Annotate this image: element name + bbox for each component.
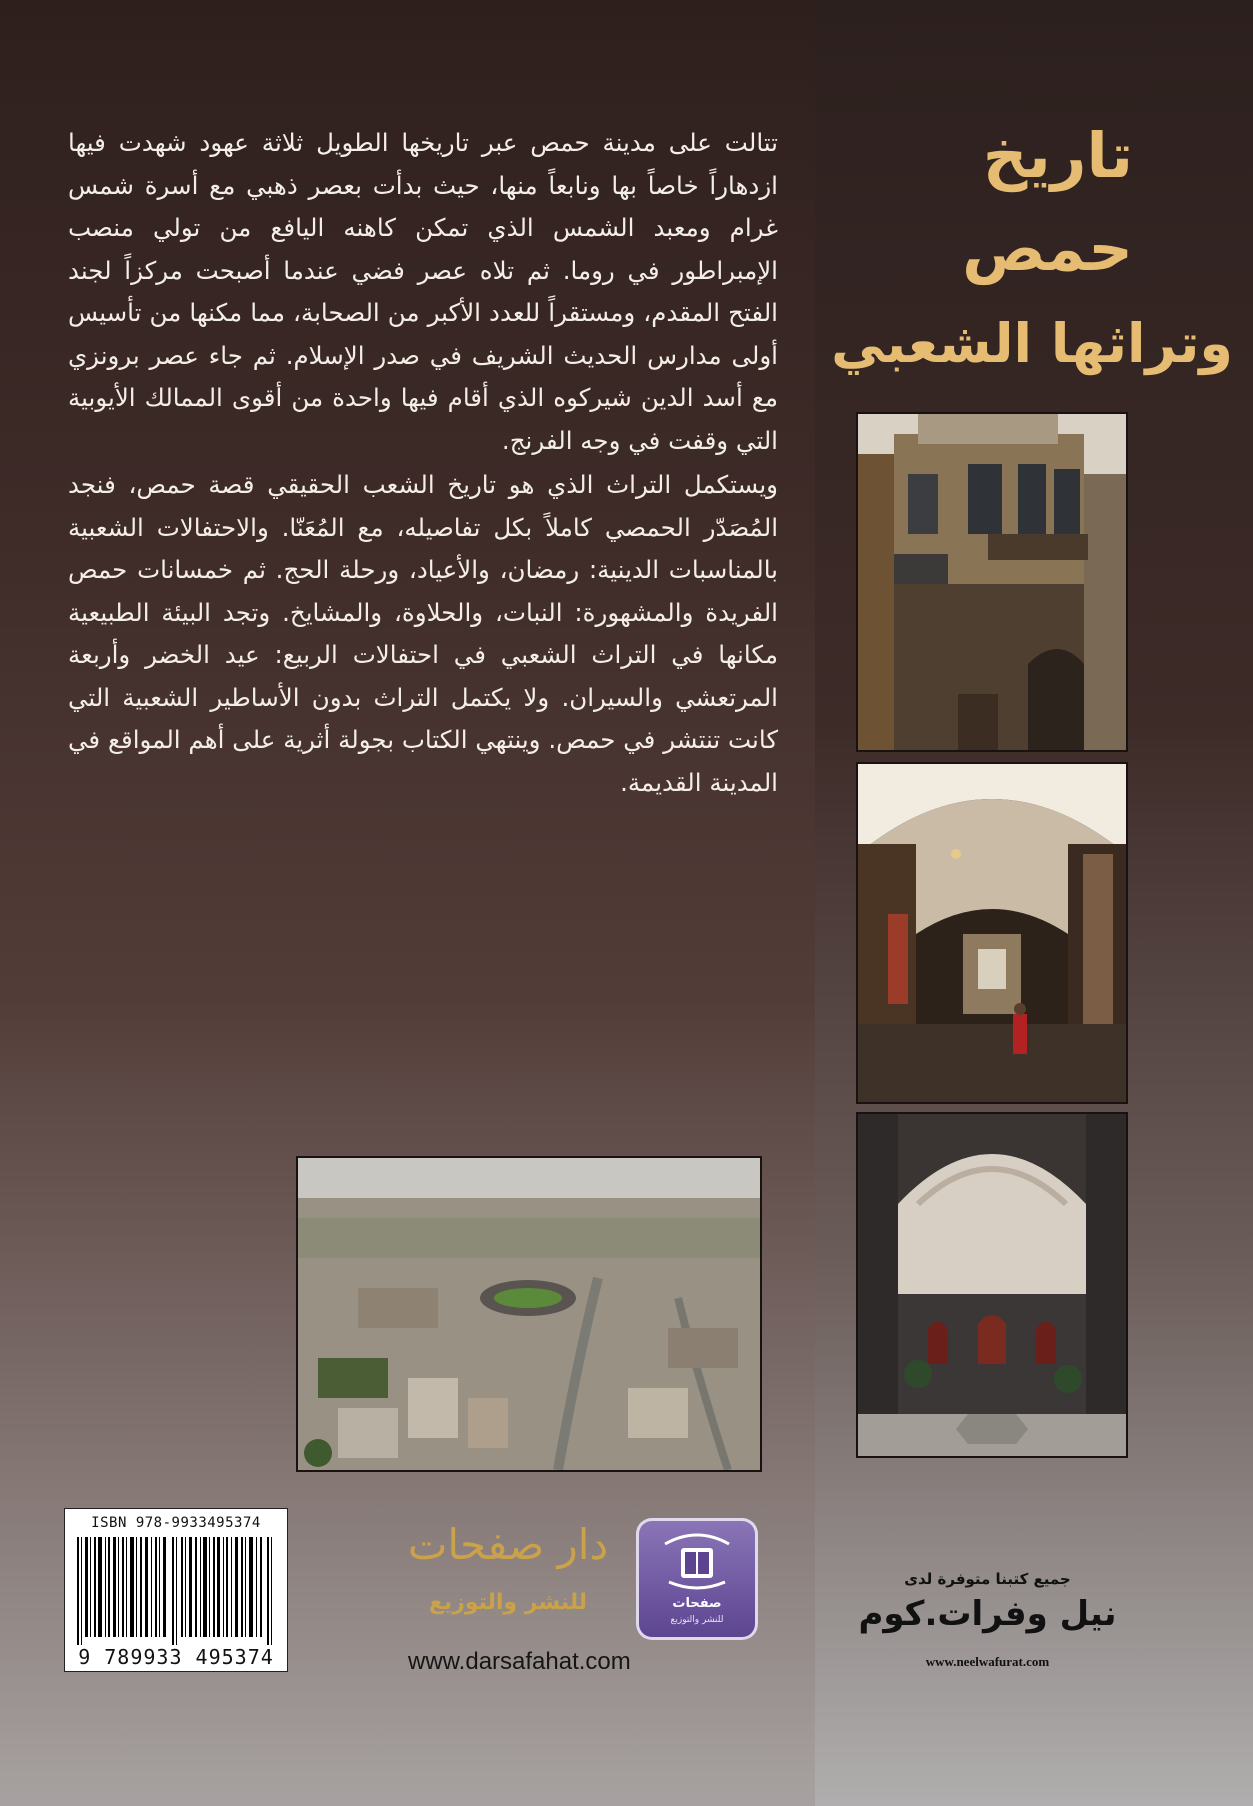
publisher-name: دار صفحات [407,1520,609,1569]
covered-souk-photo [856,762,1128,1104]
distributor-logo: نيل وفرات.كوم [858,1594,1117,1634]
publisher-website[interactable]: www.darsafahat.com [408,1648,631,1675]
logo-name: صفحات [672,1596,722,1611]
blurb-paragraph-2: ويستكمل التراث الذي هو تاريخ الشعب الحقيقي قصة حمص، فنجد المُصَدّر الحمصي كاملاً بكل تفاصيله، مع المُعَنّا. والاحتفالات الشعبية بالمناسبات الدينية: رمضان، والأعياد، ورحلة الحج. ثم خمسانات حمص الفريدة والمشهورة: النبات، والحلاوة، والمشايخ. وتجد البيئة الطبيعية مكانها في التراث الشعبي في احتفالات الربيع: عيد الخضر وأربعة المرتعشي والسيران. ولا يكتمل التراث بدون الأساطير الشعبية التي كانت تنتشر في حمص. وينتهي الكتاب بجولة أثرية على أهم المواقع في المدينة القديمة. [68,470,778,797]
distributor-website[interactable]: www.neelwafurat.com [925,1654,1050,1669]
distributor-caption: جميع كتبنا متوفرة لدى [904,1570,1071,1588]
publisher-tagline: للنشر والتوزيع [428,1590,588,1615]
logo-subtitle: للنشر والتوزيع [670,1615,724,1625]
old-house-photo [856,412,1128,752]
publisher-logo [636,1518,758,1640]
courtyard-dome-photo [856,1112,1128,1458]
barcode-digits: 9 789933 495374 [78,1645,274,1669]
title-line-1: تاريخ [982,119,1133,192]
title-line-2: حمص [962,212,1133,286]
aerial-city-photo [296,1156,762,1472]
isbn-label: ISBN 978-9933495374 [91,1515,261,1531]
book-icon [659,1532,735,1592]
blurb-paragraph-1: تتالت على مدينة حمص عبر تاريخها الطويل ثلاثة عهود شهدت فيها ازدهاراً خاصاً بها ونابعاً منها، حيث بدأت بعصر ذهبي مع أسرة شمس غرام ومعبد الشمس الذي تمكن كاهنه اليافع من تولي منصب الإمبراطور في روما. ثم تلاه عصر فضي عندما أصبحت مركزاً لجند الفتح المقدم، ومستقراً للعدد الأكبر من الصحابة، مما مكنها من تأسيس أولى مدارس الحديث الشريف في صدر الإسلام. ثم جاء عصر برونزي مع أسد الدين شيركوه الذي أقام فيها واحدة من أقوى الممالك الأيوبية التي وقفت في وجه الفرنج. [68,128,778,455]
barcode-bars [75,1537,277,1645]
isbn-barcode [64,1508,288,1672]
blurb [68,122,778,806]
title-line-3: وتراثها الشعبي [831,311,1233,375]
book-title [831,119,1233,375]
